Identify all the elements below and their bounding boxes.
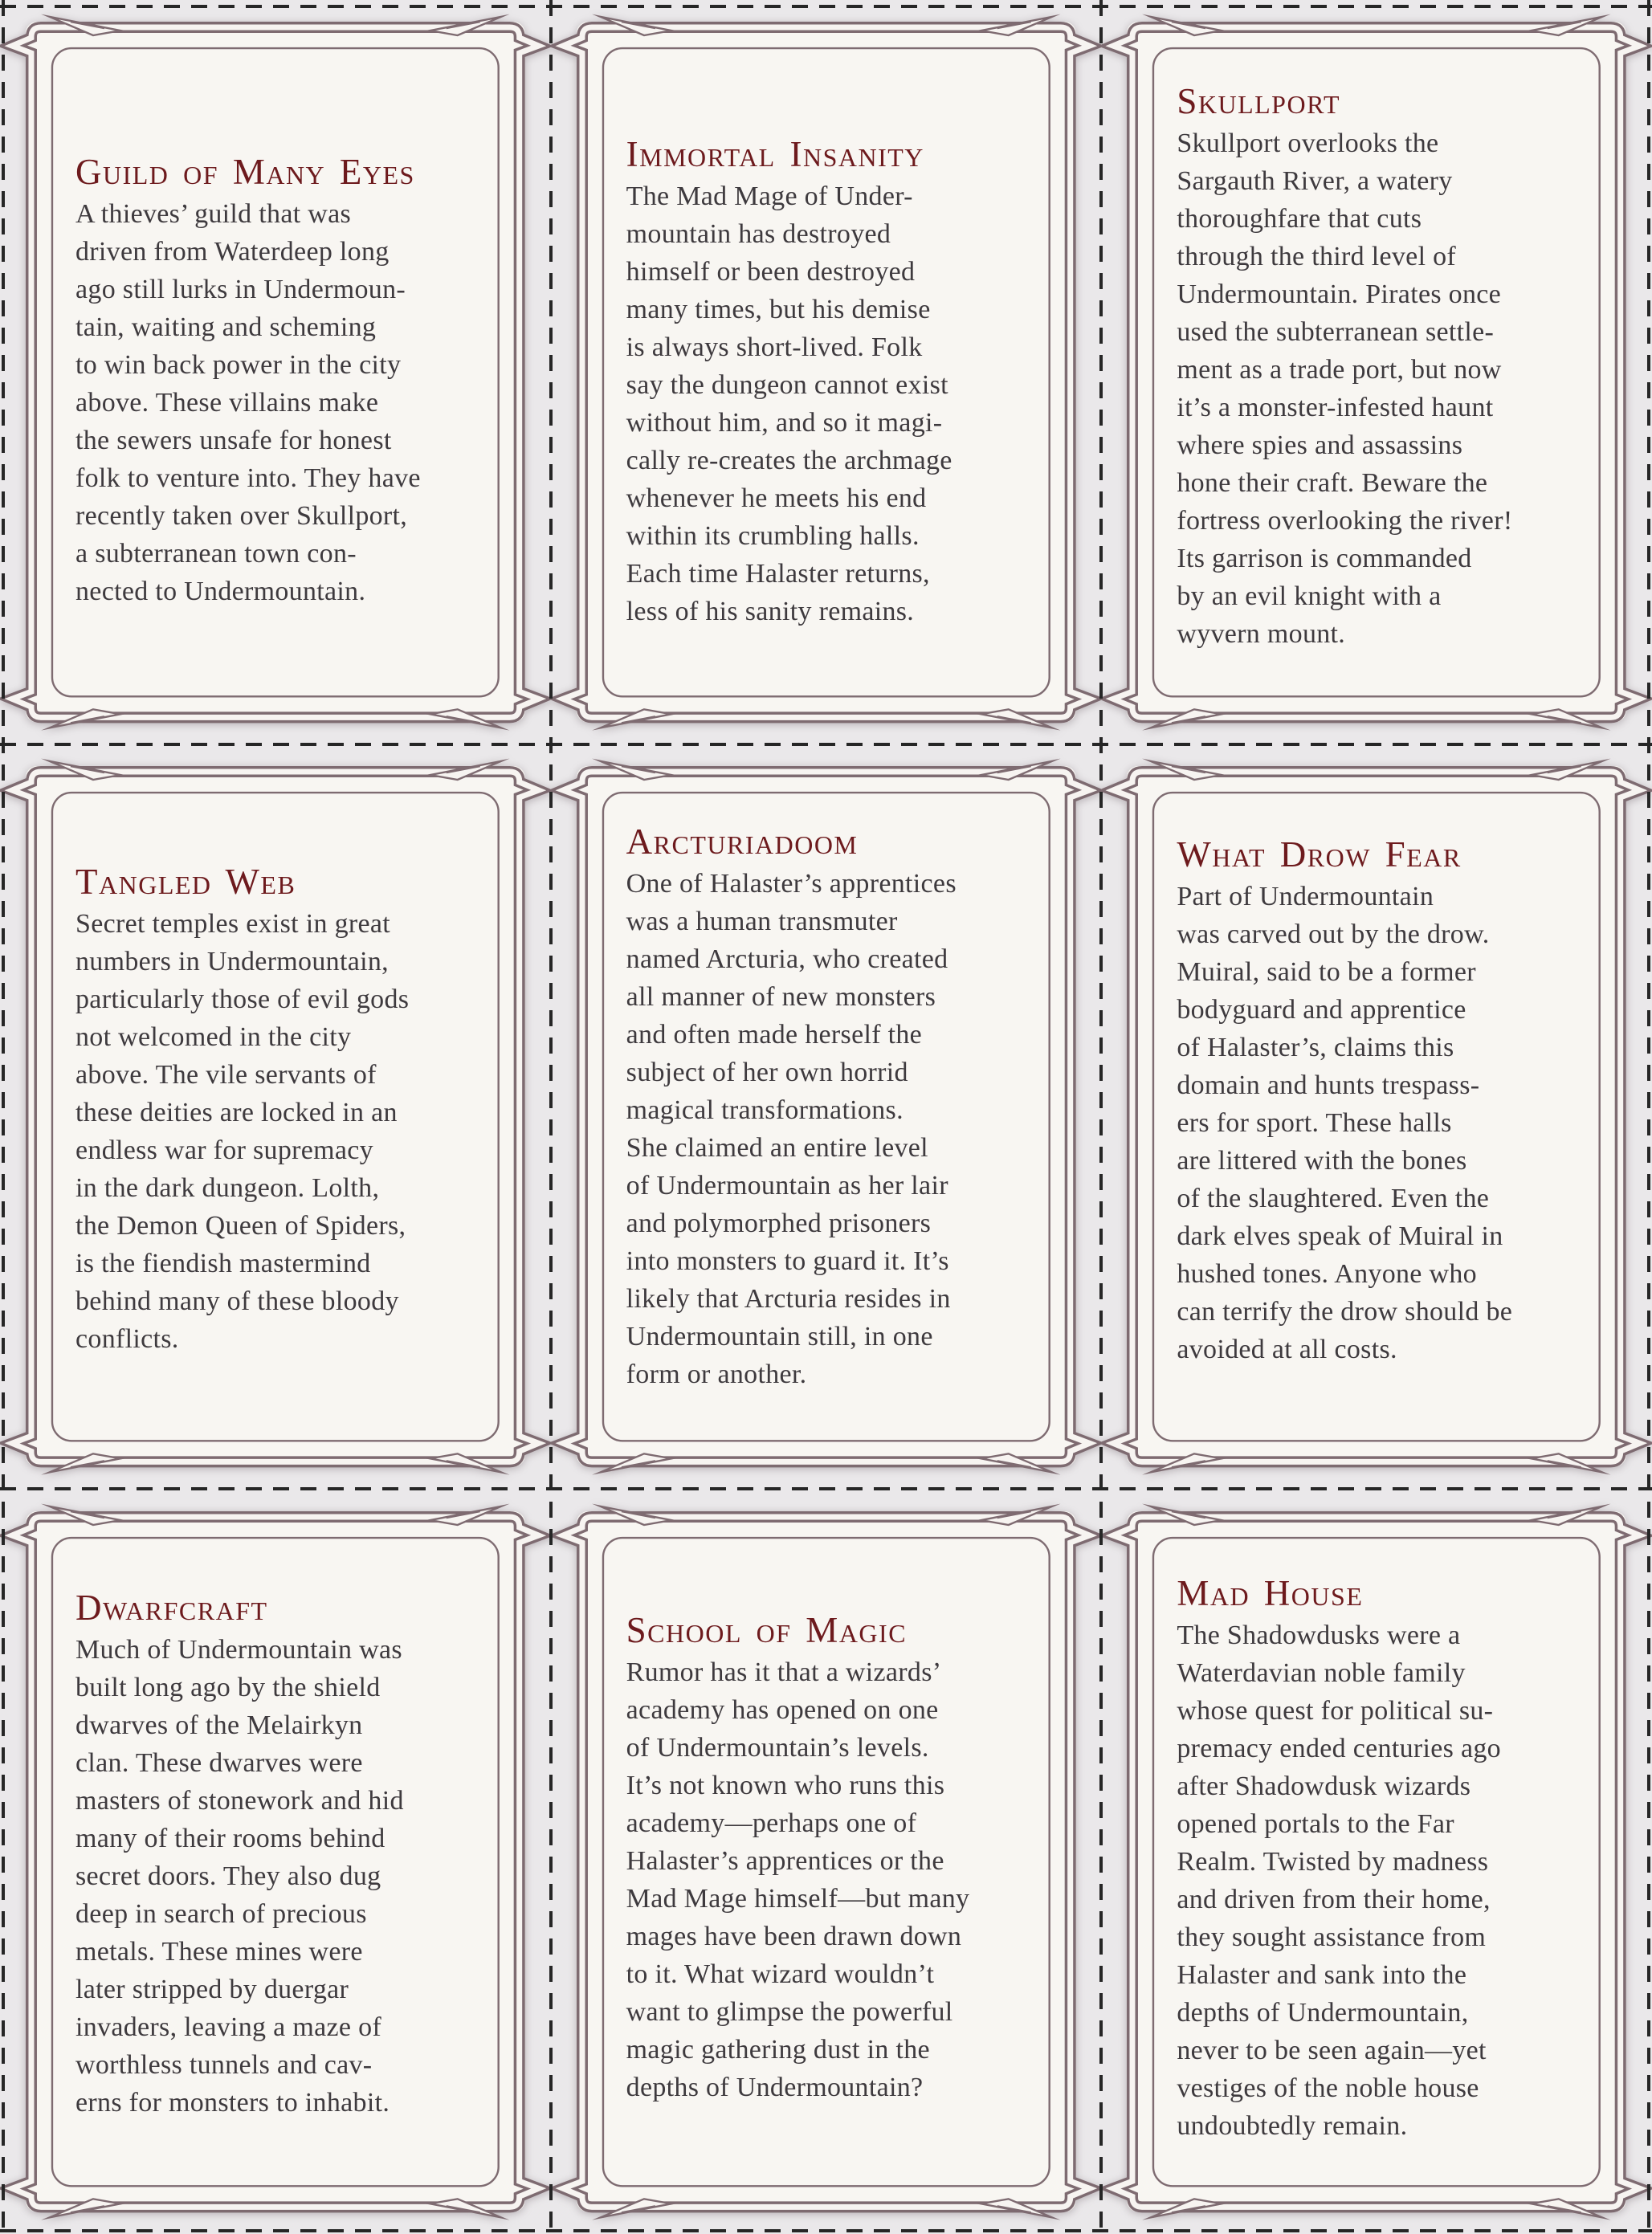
card-body-line: never to be seen again—yet xyxy=(1177,2035,1487,2065)
card-body-line: avoided at all costs. xyxy=(1177,1335,1397,1365)
card-body-line: thoroughfare that cuts xyxy=(1177,204,1422,234)
card-body-line: nected to Undermountain. xyxy=(75,577,366,606)
card-body xyxy=(75,1631,522,2122)
card-body-line: was carved out by the drow. xyxy=(1177,919,1490,950)
card-body-line: A thieves’ guild that was xyxy=(75,199,352,229)
card-body-line: endless war for supremacy xyxy=(75,1135,373,1166)
card-body-line: was a human transmuter xyxy=(626,907,898,937)
card-content xyxy=(75,154,522,610)
card-body-line: Secret temples exist in great xyxy=(75,909,391,940)
card-body-line: It’s not known who runs this xyxy=(626,1770,945,1800)
card-body-line: it’s a monster-infested haunt xyxy=(1177,393,1494,422)
card-title: Mad House xyxy=(1177,1572,1364,1613)
card-body-line: whose quest for political su- xyxy=(1177,1695,1494,1726)
card-body-line: can terrify the drow should be xyxy=(1177,1297,1513,1327)
card-body-line: driven from Waterdeep long xyxy=(75,237,390,267)
card-body-line: Sargauth River, a watery xyxy=(1177,166,1453,196)
card-body-line: depths of Undermountain? xyxy=(626,2072,924,2102)
card-body-line: conflicts. xyxy=(75,1324,179,1355)
card-body-line: named Arcturia, who created xyxy=(626,944,948,975)
cut-line-vertical xyxy=(2,0,5,2234)
card-body-line: without him, and so it magi- xyxy=(626,408,943,438)
cut-line-horizontal xyxy=(0,1487,1652,1490)
card-body-line: they sought assistance from xyxy=(1177,1922,1487,1952)
card-body-line: used the subterranean settle- xyxy=(1177,317,1495,347)
card-guild-of-many-eyes xyxy=(0,0,551,744)
card-title: Skullport xyxy=(1177,81,1341,121)
card-body-line: wyvern mount. xyxy=(1177,619,1346,649)
card-body-line: Waterdavian noble family xyxy=(1177,1657,1466,1688)
card-tangled-web xyxy=(0,744,551,1489)
card-body-line: these deities are locked in an xyxy=(75,1098,398,1128)
card-body-line: Part of Undermountain xyxy=(1177,882,1434,912)
card-body-line: is always short-lived. Folk xyxy=(626,332,923,362)
card-skullport xyxy=(1101,0,1652,744)
card-body-line: all manner of new monsters xyxy=(626,982,936,1013)
card-body-line: of Undermountain as her lair xyxy=(626,1171,948,1201)
card-body-line: hone their craft. Beware the xyxy=(1177,468,1488,498)
card-body-line: of Halaster’s, claims this xyxy=(1177,1033,1454,1063)
card-body-line: and often made herself the xyxy=(626,1020,923,1050)
card-body xyxy=(626,1653,1073,2106)
card-body-line: later stripped by duergar xyxy=(75,1974,349,2004)
card-body-line: where spies and assassins xyxy=(1177,430,1463,460)
card-body-line: say the dungeon cannot exist xyxy=(626,370,948,400)
card-body-line: mountain has destroyed xyxy=(626,219,891,249)
card-body-line: The Shadowdusks were a xyxy=(1177,1620,1461,1650)
card-body-line: recently taken over Skullport, xyxy=(75,501,408,531)
card-title: What Drow Fear xyxy=(1177,834,1462,875)
card-body-line: Mad Mage himself—but many xyxy=(626,1883,970,1914)
card-body-line: into monsters to guard it. It’s xyxy=(626,1246,949,1277)
card-body-line: particularly those of evil gods xyxy=(75,985,410,1015)
card-title: Guild of Many Eyes xyxy=(75,152,415,192)
card-body-line: likely that Arcturia resides in xyxy=(626,1284,951,1315)
card-body-line: Muiral, said to be a former xyxy=(1177,957,1476,988)
card-body-line: less of his sanity remains. xyxy=(626,597,915,626)
card-body-line: behind many of these bloody xyxy=(75,1286,399,1317)
card-body-line: to win back power in the city xyxy=(75,350,402,380)
card-body-line: bodyguard and apprentice xyxy=(1177,995,1466,1025)
cut-line-horizontal xyxy=(0,743,1652,746)
card-body-line: fortress overlooking the river! xyxy=(1177,506,1513,536)
card-body-line: above. These villains make xyxy=(75,388,379,418)
card-body-line: numbers in Undermountain, xyxy=(75,947,389,977)
card-body-line: in the dark dungeon. Lolth, xyxy=(75,1173,380,1204)
card-body-line: academy has opened on one xyxy=(626,1694,939,1725)
card-body xyxy=(626,177,1073,630)
card-body-line: of the slaughtered. Even the xyxy=(1177,1184,1490,1214)
card-body xyxy=(1177,878,1623,1368)
card-school-of-magic xyxy=(551,1490,1102,2234)
card-body-line: and driven from their home, xyxy=(1177,1884,1491,1914)
cut-line-horizontal xyxy=(0,2229,1652,2232)
card-content xyxy=(626,821,1073,1393)
card-body-line: masters of stonework and hid xyxy=(75,1785,404,1816)
card-body-line: after Shadowdusk wizards xyxy=(1177,1771,1471,1801)
card-body-line: Its garrison is commanded xyxy=(1177,544,1472,573)
card-body-line: the sewers unsafe for honest xyxy=(75,426,392,455)
card-body-line: many times, but his demise xyxy=(626,295,931,324)
card-body xyxy=(1177,124,1623,653)
card-content xyxy=(626,134,1073,630)
card-body-line: worthless tunnels and cav- xyxy=(75,2049,373,2080)
card-body-line: academy—perhaps one of xyxy=(626,1808,917,1838)
card-body-line: secret doors. They also dug xyxy=(75,1861,381,1891)
card-title: Arcturiadoom xyxy=(626,821,859,862)
cut-line-horizontal xyxy=(0,5,1652,8)
card-body-line: invaders, leaving a maze of xyxy=(75,2012,381,2042)
card-body-line: Halaster and sank into the xyxy=(1177,1959,1467,1990)
card-body-line: mages have been drawn down xyxy=(626,1921,962,1951)
card-body-line: magical transformations. xyxy=(626,1095,904,1126)
card-body-line: Undermountain still, in one xyxy=(626,1322,933,1352)
card-what-drow-fear xyxy=(1101,744,1652,1489)
card-body-line: Realm. Twisted by madness xyxy=(1177,1846,1489,1877)
card-body-line: ers for sport. These halls xyxy=(1177,1108,1452,1139)
card-title: Dwarfcraft xyxy=(75,1587,268,1628)
card-body-line: cally re-creates the archmage xyxy=(626,446,952,475)
card-body-line: to it. What wizard wouldn’t xyxy=(626,1959,935,1989)
card-content xyxy=(1177,834,1623,1368)
card-body-line: whenever he meets his end xyxy=(626,483,927,513)
card-content xyxy=(75,864,522,1358)
card-body-line: above. The vile servants of xyxy=(75,1060,377,1091)
card-arcturiadoom xyxy=(551,744,1102,1489)
card-body-line: The Mad Mage of Under- xyxy=(626,181,913,211)
card-body-line: undoubtedly remain. xyxy=(1177,2110,1408,2141)
card-body-line: subject of her own horrid xyxy=(626,1058,908,1088)
card-body-line: is the fiendish mastermind xyxy=(75,1249,371,1279)
card-body-line: Undermountain. Pirates once xyxy=(1177,279,1502,309)
card-body-line: ago still lurks in Undermoun- xyxy=(75,275,406,304)
card-body-line: form or another. xyxy=(626,1360,807,1390)
card-immortal-insanity xyxy=(551,0,1102,744)
card-body-line: deep in search of precious xyxy=(75,1898,367,1929)
card-body-line: clan. These dwarves were xyxy=(75,1747,363,1778)
card-dwarfcraft xyxy=(0,1490,551,2234)
card-title: Tangled Web xyxy=(75,862,296,903)
card-body-line: She claimed an entire level xyxy=(626,1133,928,1164)
card-body-line: metals. These mines were xyxy=(75,1936,363,1967)
card-body-line: want to glimpse the powerful xyxy=(626,1996,953,2027)
card-body-line: Much of Undermountain was xyxy=(75,1634,402,1665)
card-body-line: within its crumbling halls. xyxy=(626,521,920,551)
card-body xyxy=(626,865,1073,1393)
cut-line-vertical xyxy=(1099,0,1103,2234)
card-body-line: hushed tones. Anyone who xyxy=(1177,1259,1477,1290)
card-body-line: the Demon Queen of Spiders, xyxy=(75,1211,406,1241)
card-content xyxy=(1177,1572,1623,2145)
card-body-line: built long ago by the shield xyxy=(75,1672,381,1702)
card-title: Immortal Insanity xyxy=(626,134,924,174)
card-body-line: ment as a trade port, but now xyxy=(1177,355,1502,385)
card-body-line: One of Halaster’s apprentices xyxy=(626,869,957,899)
card-body-line: by an evil knight with a xyxy=(1177,581,1442,611)
card-body-line: many of their rooms behind xyxy=(75,1823,385,1853)
card-body-line: through the third level of xyxy=(1177,242,1457,271)
card-body-line: depths of Undermountain, xyxy=(1177,1997,1469,2028)
card-body-line: vestiges of the noble house xyxy=(1177,2073,1479,2103)
card-content xyxy=(1177,81,1623,653)
card-body-line: erns for monsters to inhabit. xyxy=(75,2087,390,2118)
card-body-line: dwarves of the Melairkyn xyxy=(75,1710,363,1740)
card-body-line: domain and hunts trespass- xyxy=(1177,1070,1480,1101)
card-body-line: Skullport overlooks the xyxy=(1177,128,1439,158)
card-body-line: Rumor has it that a wizards’ xyxy=(626,1657,942,1687)
cut-line-vertical xyxy=(549,0,553,2234)
card-body-line: magic gathering dust in the xyxy=(626,2034,930,2065)
card-body-line: Halaster’s apprentices or the xyxy=(626,1845,944,1876)
card-body-line: himself or been destroyed xyxy=(626,257,916,287)
card-content xyxy=(75,1587,522,2122)
card-body-line: premacy ended centuries ago xyxy=(1177,1733,1501,1763)
card-body-line: and polymorphed prisoners xyxy=(626,1209,932,1239)
card-body xyxy=(75,905,522,1358)
card-body-line: are littered with the bones xyxy=(1177,1146,1467,1176)
card-body xyxy=(75,195,522,610)
card-body-line: folk to venture into. They have xyxy=(75,463,421,493)
cut-line-vertical xyxy=(1647,0,1650,2234)
card-mad-house xyxy=(1101,1490,1652,2234)
card-title: School of Magic xyxy=(626,1609,908,1650)
card-body-line: tain, waiting and scheming xyxy=(75,312,377,342)
card-content xyxy=(626,1609,1073,2106)
card-body-line: dark elves speak of Muiral in xyxy=(1177,1221,1503,1252)
card-body-line: a subterranean town con- xyxy=(75,539,357,569)
card-body-line: not welcomed in the city xyxy=(75,1022,352,1053)
card-body-line: Each time Halaster returns, xyxy=(626,559,930,589)
card-body-line: opened portals to the Far xyxy=(1177,1808,1454,1839)
card-body xyxy=(1177,1616,1623,2145)
card-body-line: of Undermountain’s levels. xyxy=(626,1732,929,1763)
